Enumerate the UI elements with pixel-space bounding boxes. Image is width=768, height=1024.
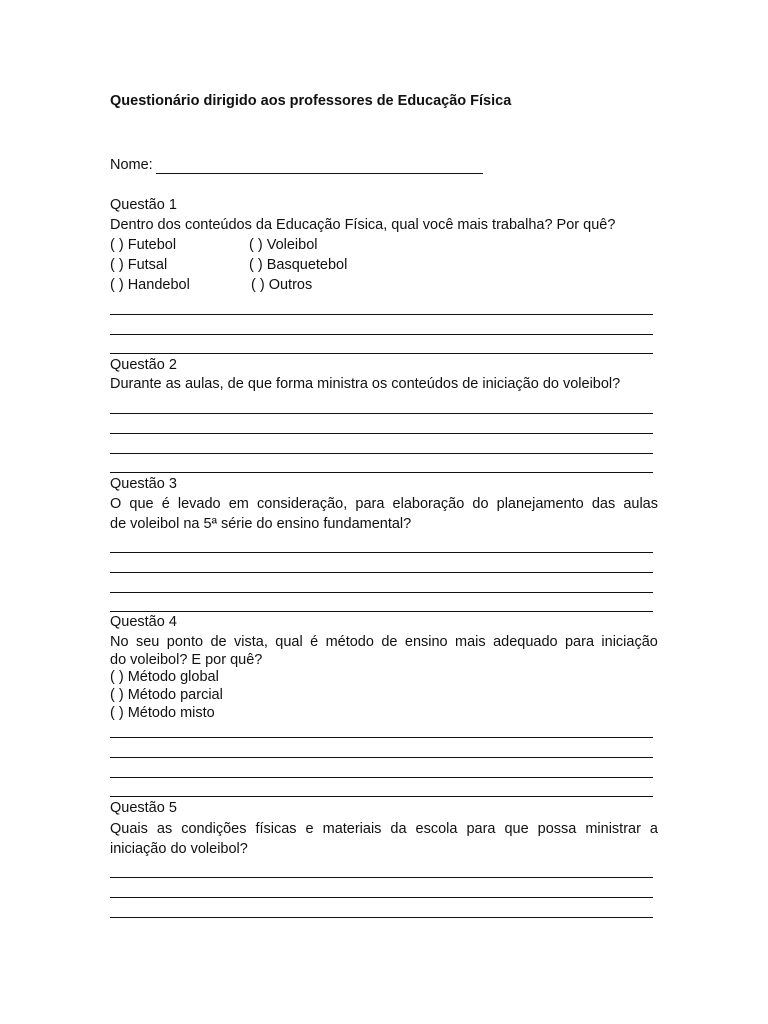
word: condições xyxy=(181,821,247,837)
word: das xyxy=(591,496,616,512)
word: mais xyxy=(455,634,486,650)
word: e xyxy=(305,821,314,837)
answer-line xyxy=(110,877,653,878)
word: físicas xyxy=(255,821,297,837)
answer-line xyxy=(110,592,653,593)
q5-question-line2: iniciação do voleibol? xyxy=(110,841,248,857)
word: elaboração xyxy=(392,496,465,512)
answer-line xyxy=(110,353,653,354)
answer-line xyxy=(110,897,653,898)
word: a xyxy=(649,821,658,837)
word: iniciação xyxy=(601,634,658,650)
word: ministrar xyxy=(585,821,641,837)
word: levado xyxy=(177,496,221,512)
word: vista, xyxy=(234,634,268,650)
word: é xyxy=(161,496,170,512)
word: da xyxy=(390,821,407,837)
q1-option-voleibol: ( ) Voleibol xyxy=(249,237,318,253)
word: aulas xyxy=(623,496,658,512)
word: seu xyxy=(135,634,160,650)
q4-question-line2: do voleibol? E por quê? xyxy=(110,652,263,668)
q4-option-global: ( ) Método global xyxy=(110,669,219,685)
q4-question-line1 xyxy=(110,633,658,651)
word: de xyxy=(210,634,227,650)
word: qual xyxy=(275,634,303,650)
word: é xyxy=(310,634,319,650)
word: que xyxy=(504,821,529,837)
word: Quais xyxy=(110,821,148,837)
word: do xyxy=(472,496,489,512)
answer-line xyxy=(110,552,653,553)
word: para xyxy=(466,821,496,837)
word: ponto xyxy=(166,634,204,650)
answer-line xyxy=(110,737,653,738)
q1-option-handebol: ( ) Handebol xyxy=(110,277,190,293)
answer-line xyxy=(110,433,653,434)
q5-heading: Questão 5 xyxy=(110,800,177,816)
q1-option-outros: ( ) Outros xyxy=(251,277,313,293)
word: materiais xyxy=(322,821,382,837)
answer-line xyxy=(110,777,653,778)
word: consideração, xyxy=(257,496,348,512)
word: ensino xyxy=(404,634,448,650)
word: de xyxy=(381,634,398,650)
word: escola xyxy=(415,821,458,837)
q4-option-parcial: ( ) Método parcial xyxy=(110,687,223,703)
word: método xyxy=(325,634,374,650)
word: O xyxy=(110,496,122,512)
q3-question-line1 xyxy=(110,495,658,513)
word: para xyxy=(564,634,595,650)
q5-question-line1 xyxy=(110,820,658,838)
name-label: Nome: xyxy=(110,157,153,173)
answer-line xyxy=(110,796,653,797)
answer-line xyxy=(110,917,653,918)
word: em xyxy=(228,496,249,512)
q1-option-futebol: ( ) Futebol xyxy=(110,237,177,253)
questionnaire-page xyxy=(110,0,658,1024)
word: adequado xyxy=(493,634,558,650)
q1-option-futsal: ( ) Futsal xyxy=(110,257,168,273)
q1-option-basquetebol: ( ) Basquetebol xyxy=(249,257,348,273)
word: as xyxy=(156,821,173,837)
page-title: Questionário dirigido aos professores de Educação Física xyxy=(110,93,512,109)
answer-line xyxy=(110,572,653,573)
answer-line xyxy=(110,757,653,758)
answer-line xyxy=(110,334,653,335)
q2-heading: Questão 2 xyxy=(110,357,177,373)
q4-option-misto: ( ) Método misto xyxy=(110,705,215,721)
q2-question-text: Durante as aulas, de que forma ministra os conteúdos de iniciação do voleibol? xyxy=(110,376,621,392)
q3-question-line2: de voleibol na 5ª série do ensino fundamental? xyxy=(110,516,412,532)
answer-line xyxy=(110,472,653,473)
answer-line xyxy=(110,314,653,315)
word: No xyxy=(110,634,129,650)
answer-line xyxy=(110,453,653,454)
name-blank-line xyxy=(156,173,483,174)
answer-line xyxy=(110,611,653,612)
answer-line xyxy=(110,413,653,414)
q3-heading: Questão 3 xyxy=(110,476,177,492)
word: que xyxy=(129,496,154,512)
q4-heading: Questão 4 xyxy=(110,614,177,630)
word: possa xyxy=(537,821,577,837)
word: para xyxy=(355,496,385,512)
q1-question-text: Dentro dos conteúdos da Educação Física, qual você mais trabalha? Por quê? xyxy=(110,217,616,233)
word: planejamento xyxy=(496,496,584,512)
q1-heading: Questão 1 xyxy=(110,197,177,213)
